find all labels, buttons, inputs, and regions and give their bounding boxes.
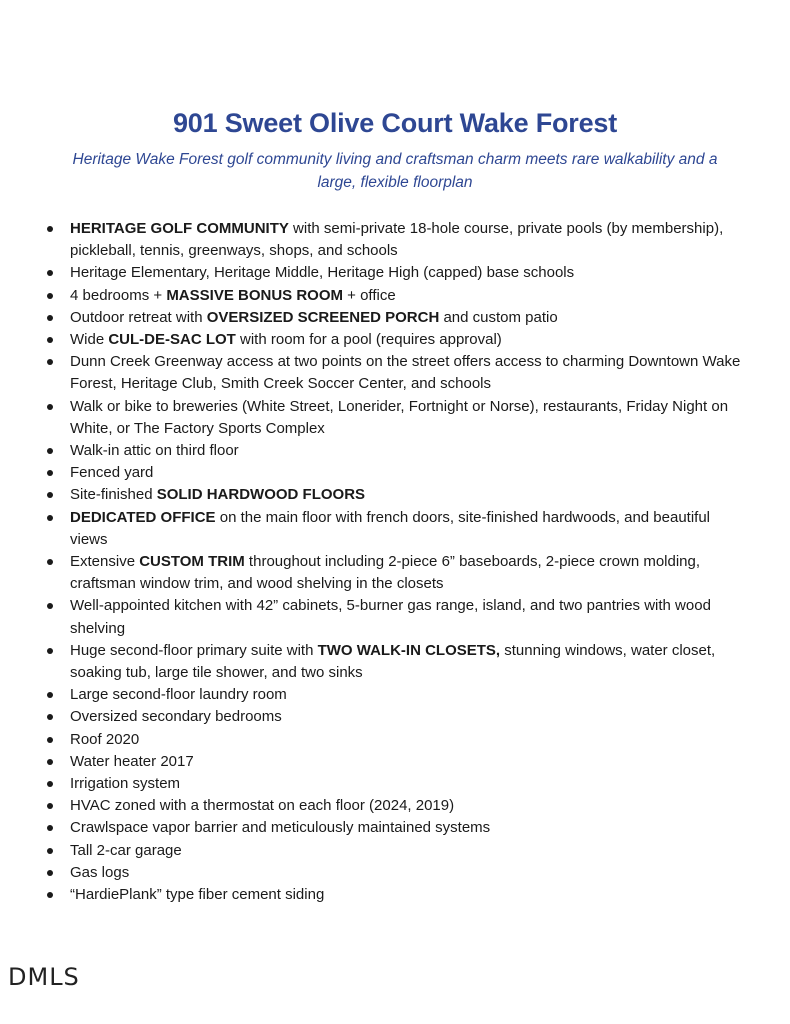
feature-text: with room for a pool (requires approval) — [235, 331, 502, 349]
feature-text: Oversized secondary bedrooms — [70, 708, 282, 726]
feature-item — [44, 729, 744, 751]
feature-item — [44, 773, 744, 795]
feature-highlight: CUSTOM TRIM — [139, 553, 245, 571]
feature-item — [44, 640, 744, 684]
feature-text: Huge second-floor primary suite with — [70, 641, 318, 659]
feature-text: throughout including 2-piece 6” baseboards, 2-piece crown molding, craftsman window trim, and wood shelving in the closets — [70, 553, 701, 593]
feature-highlight: MASSIVE BONUS ROOM — [166, 286, 343, 304]
feature-highlight: TWO WALK-IN CLOSETS, — [317, 641, 501, 659]
feature-item — [44, 507, 744, 551]
feature-highlight: HERITAGE GOLF COMMUNITY — [70, 220, 289, 237]
feature-text: Large second-floor laundry room — [70, 686, 287, 704]
feature-text: “HardiePlank” type fiber cement siding — [70, 886, 325, 904]
feature-text: Site-finished — [70, 486, 157, 504]
document-title: 901 Sweet Olive Court Wake Forest — [172, 108, 618, 138]
document-subtitle: Heritage Wake Forest golf community living and craftsman charm meets rare walkability and a large, flexible floorplan — [72, 151, 718, 191]
feature-text: with semi-private 18-hole course, private pools (by membership), pickleball, tennis, greenways, shops, and schools — [70, 220, 724, 260]
feature-text: 4 bedrooms + — [70, 286, 167, 304]
feature-text: Outdoor retreat with — [70, 308, 207, 326]
feature-text: Extensive — [70, 553, 140, 571]
feature-item — [44, 684, 744, 706]
feature-highlight: CUL-DE-SAC LOT — [108, 331, 236, 349]
feature-text: HVAC zoned with a thermostat on each floor (2024, 2019) — [70, 797, 455, 815]
feature-highlight: OVERSIZED SCREENED PORCH — [206, 308, 440, 326]
feature-text: Walk or bike to breweries (White Street, Lonerider, Fortnight or Norse), restaurants, Friday Night on White, or The Factory Sports Complex — [70, 397, 729, 437]
feature-item — [44, 218, 744, 262]
feature-item — [44, 307, 744, 329]
dmls-logo: DMLS — [8, 963, 80, 991]
feature-text: on the main floor with french doors, site-finished hardwoods, and beautiful views — [70, 508, 711, 548]
feature-text: Heritage Elementary, Heritage Middle, Heritage High (capped) base schools — [70, 264, 575, 282]
feature-text: Roof 2020 — [70, 730, 140, 748]
feature-item — [44, 440, 744, 462]
feature-item — [44, 840, 744, 862]
feature-item — [44, 706, 744, 728]
feature-item — [44, 484, 744, 506]
feature-text: Water heater 2017 — [70, 752, 194, 770]
feature-text: Tall 2-car garage — [70, 841, 182, 859]
feature-item — [44, 462, 744, 484]
feature-item — [44, 817, 744, 839]
feature-text: Fenced yard — [70, 464, 154, 482]
feature-item — [44, 595, 744, 639]
feature-text: stunning windows, water closet, soaking tub, large tile shower, and two sinks — [70, 641, 716, 682]
feature-item — [44, 884, 744, 906]
feature-text: and custom patio — [439, 308, 558, 326]
feature-text: Gas logs — [70, 863, 130, 881]
feature-item — [44, 551, 744, 595]
feature-text: Irrigation system — [70, 775, 181, 793]
feature-highlight: SOLID HARDWOOD FLOORS — [156, 486, 366, 504]
feature-text: + office — [343, 286, 396, 304]
feature-item — [44, 862, 744, 884]
feature-item — [44, 262, 744, 284]
feature-highlight: DEDICATED OFFICE — [70, 508, 216, 526]
feature-text: Wide — [70, 331, 109, 349]
feature-item — [44, 396, 744, 440]
feature-item — [44, 351, 744, 395]
feature-text: Walk-in attic on third floor — [70, 442, 239, 460]
feature-item — [44, 285, 744, 307]
feature-text: Crawlspace vapor barrier and meticulously maintained systems — [70, 819, 491, 837]
feature-text: Well-appointed kitchen with 42” cabinets, 5-burner gas range, island, and two pantries with wood shelving — [70, 597, 711, 637]
feature-item — [44, 751, 744, 773]
feature-item — [44, 795, 744, 817]
feature-item — [44, 329, 744, 351]
feature-list — [44, 218, 744, 906]
feature-text: Dunn Creek Greenway access at two points on the street offers access to charming Downtown Wake Forest, Heritage Club, Smith Creek Soccer Center, and schools — [70, 353, 741, 393]
